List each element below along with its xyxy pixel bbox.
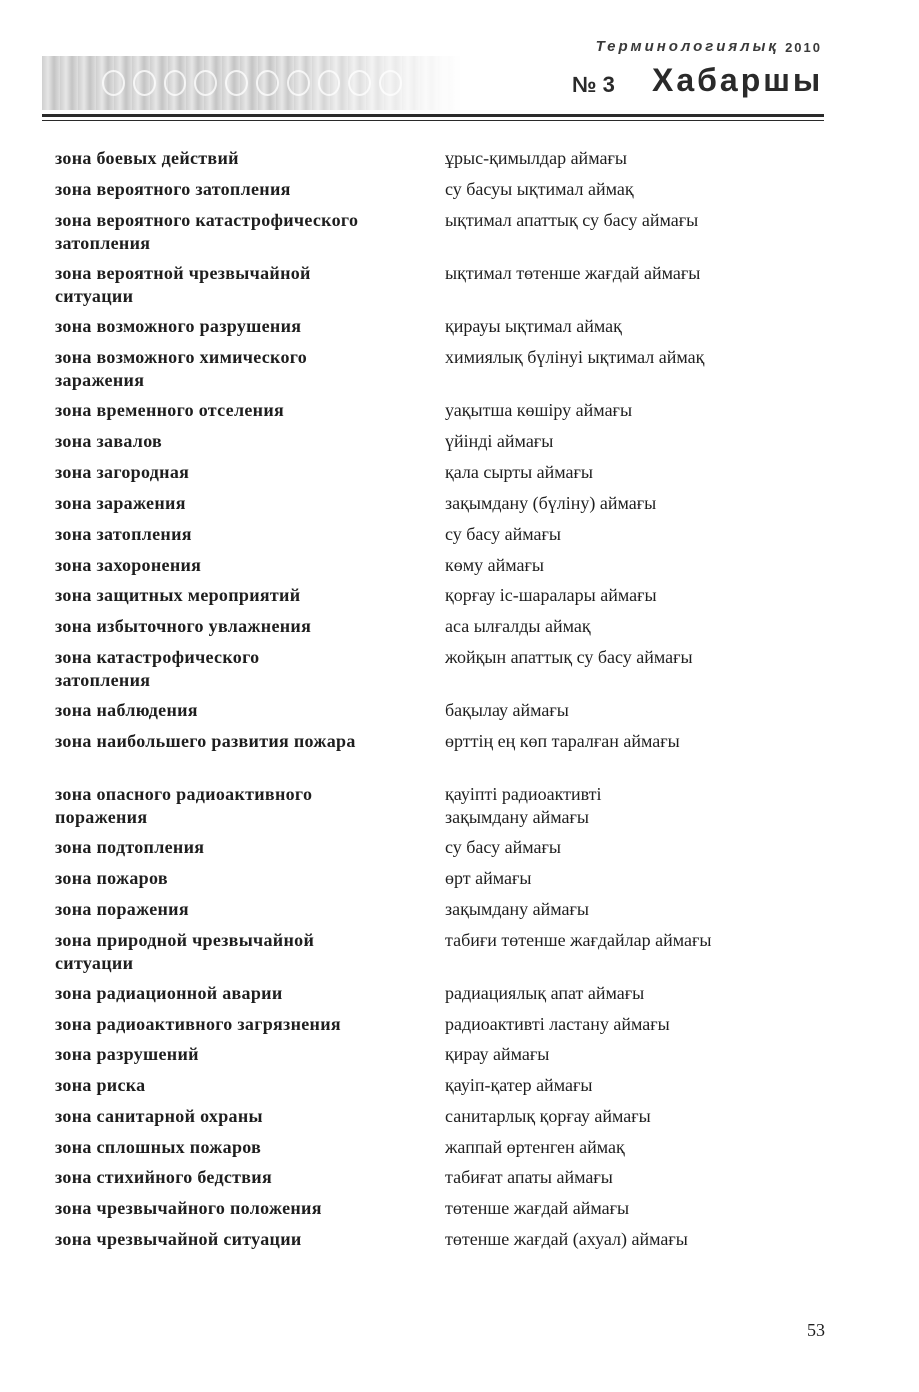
kazakh-term: аса ылғалды аймақ bbox=[445, 616, 591, 636]
kazakh-term: зақымдану аймағы bbox=[445, 899, 589, 919]
russian-term: зона природной чрезвычайной ситуации bbox=[55, 930, 315, 973]
russian-term: зона стихийного бедствия bbox=[55, 1167, 273, 1187]
russian-term: зона радиационной аварии bbox=[55, 983, 283, 1003]
russian-term: зона заражения bbox=[55, 493, 186, 513]
russian-term: зона защитных мероприятий bbox=[55, 585, 301, 605]
kazakh-term: төтенше жағдай аймағы bbox=[445, 1198, 630, 1218]
kazakh-term: радиоактивті ластану аймағы bbox=[445, 1014, 670, 1034]
kazakh-term: жойқын апаттық су басу аймағы bbox=[445, 647, 693, 667]
russian-term: зона наибольшего развития пожара bbox=[55, 731, 356, 751]
russian-term: зона боевых действий bbox=[55, 148, 239, 168]
kazakh-term: химиялық бүлінуі ықтимал аймақ bbox=[445, 347, 705, 367]
kazakh-term: қирау аймағы bbox=[445, 1044, 550, 1064]
kazakh-term: өрттің ең көп таралған аймағы bbox=[445, 731, 680, 751]
kazakh-term: қала сырты аймағы bbox=[445, 462, 594, 482]
kazakh-term: бақылау аймағы bbox=[445, 700, 569, 720]
kazakh-term: су басуы ықтимал аймақ bbox=[445, 179, 634, 199]
header-rule-thin bbox=[42, 120, 824, 121]
kazakh-term: су басу аймағы bbox=[445, 837, 562, 857]
kazakh-term: көму аймағы bbox=[445, 555, 544, 575]
russian-term: зона подтопления bbox=[55, 837, 205, 857]
russian-term: зона затопления bbox=[55, 524, 192, 544]
ornament-pattern bbox=[102, 68, 402, 98]
kazakh-term: радиациялық апат аймағы bbox=[445, 983, 645, 1003]
russian-term: зона разрушений bbox=[55, 1044, 199, 1064]
russian-term: зона вероятной чрезвычайной ситуации bbox=[55, 263, 311, 306]
russian-term: зона чрезвычайной ситуации bbox=[55, 1229, 302, 1249]
kazakh-term: ұрыс-қимылдар аймағы bbox=[445, 148, 627, 168]
kazakh-term: уақытша көшіру аймағы bbox=[445, 400, 633, 420]
russian-term: зона возможного химического заражения bbox=[55, 347, 308, 390]
russian-term: зона вероятного катастрофического затопления bbox=[55, 210, 359, 253]
issue-number: № 3 bbox=[572, 72, 615, 97]
russian-term: зона чрезвычайного положения bbox=[55, 1198, 322, 1218]
russian-term: зона избыточного увлажнения bbox=[55, 616, 312, 636]
russian-term: зона катастрофического затопления bbox=[55, 647, 260, 690]
russian-term: зона опасного радиоактивного поражения bbox=[55, 784, 313, 827]
russian-term: зона загородная bbox=[55, 462, 190, 482]
kazakh-term: қорғау іс-шаралары аймағы bbox=[445, 585, 657, 605]
russian-term: зона временного отселения bbox=[55, 400, 285, 420]
russian-term: зона санитарной охраны bbox=[55, 1106, 263, 1126]
kazakh-term: су басу аймағы bbox=[445, 524, 562, 544]
kazakh-term: табиғат апаты аймағы bbox=[445, 1167, 613, 1187]
kazakh-term: қирауы ықтимал аймақ bbox=[445, 316, 622, 336]
russian-term: зона возможного разрушения bbox=[55, 316, 302, 336]
russian-term: зона риска bbox=[55, 1075, 146, 1095]
kazakh-term: жаппай өртенген аймақ bbox=[445, 1137, 625, 1157]
kazakh-term: санитарлық қорғау аймағы bbox=[445, 1106, 651, 1126]
page-number: 53 bbox=[807, 1320, 825, 1340]
russian-term: зона наблюдения bbox=[55, 700, 198, 720]
journal-name: Хабаршы bbox=[652, 62, 824, 98]
russian-term: зона сплошных пожаров bbox=[55, 1137, 262, 1157]
russian-term: зона завалов bbox=[55, 431, 163, 451]
journal-year: 2010 bbox=[785, 40, 822, 55]
kazakh-term: өрт аймағы bbox=[445, 868, 532, 888]
kazakh-term: үйінді аймағы bbox=[445, 431, 554, 451]
russian-term: зона радиоактивного загрязнения bbox=[55, 1014, 341, 1034]
kazakh-term: табиғи төтенше жағдайлар аймағы bbox=[445, 930, 712, 950]
kazakh-term: ықтимал төтенше жағдай аймағы bbox=[445, 263, 701, 283]
header-ornament bbox=[42, 56, 462, 110]
kazakh-term: ықтимал апаттық су басу аймағы bbox=[445, 210, 699, 230]
russian-term: зона вероятного затопления bbox=[55, 179, 291, 199]
kazakh-term: төтенше жағдай (ахуал) аймағы bbox=[445, 1229, 688, 1249]
journal-title: Терминологиялық bbox=[595, 38, 779, 55]
russian-term: зона захоронения bbox=[55, 555, 202, 575]
kazakh-term: зақымдану (бүліну) аймағы bbox=[445, 493, 657, 513]
russian-term: зона поражения bbox=[55, 899, 189, 919]
header-rule-thick bbox=[42, 114, 824, 117]
russian-term: зона пожаров bbox=[55, 868, 168, 888]
kazakh-term: қауіп-қатер аймағы bbox=[445, 1075, 593, 1095]
kazakh-term: қауіпті радиоактивті зақымдану аймағы bbox=[445, 784, 602, 827]
